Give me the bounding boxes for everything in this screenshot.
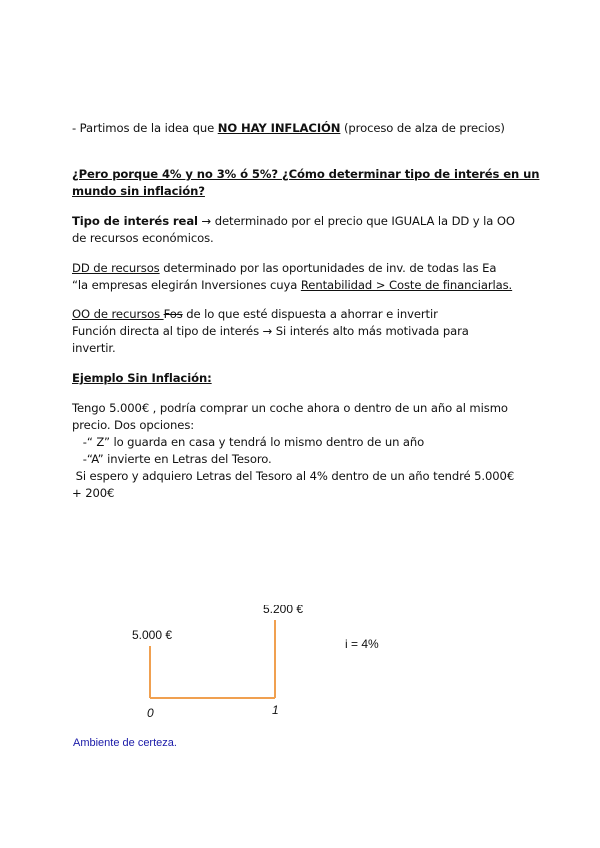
supply-term: OO de recursos: [72, 307, 164, 321]
end-amount-label: 5.200 €: [263, 605, 304, 614]
supply-line-2: Función directa al tipo de interés → Si interés alto más motivada para: [72, 324, 469, 338]
example-line: Tengo 5.000€ , podría comprar un coche ahora o dentro de un año al mismo: [72, 401, 508, 415]
example-line: -“A” invierte en Letras del Tesoro.: [72, 452, 272, 466]
supply-struck-word: Fos: [163, 307, 183, 321]
intro-prefix: - Partimos de la idea que: [72, 121, 218, 135]
profitability-emphasis: Rentabilidad > Coste de financiarlas.: [300, 278, 513, 292]
demand-line-2: “la empresas elegirán Inversiones cuya: [72, 278, 301, 292]
real-rate-term: Tipo de interés real: [72, 214, 198, 228]
intro-suffix: (proceso de alza de precios): [340, 121, 505, 135]
question-line-1: ¿Pero porque 4% y no 3% ó 5%? ¿Cómo determinar tipo de interés en un: [72, 167, 540, 181]
supply-line-3: invertir.: [72, 341, 116, 355]
example-line: precio. Dos opciones:: [72, 418, 195, 432]
real-rate-line-2: de recursos económicos.: [72, 231, 214, 245]
supply-line-1: de lo que esté dispuesta a ahorrar e invertir: [182, 307, 438, 321]
interest-rate-label: i = 4%: [345, 637, 379, 651]
diagram-caption: Ambiente de certeza.: [73, 737, 177, 749]
example-line: Si espero y adquiero Letras del Tesoro al 4% dentro de un año tendré 5.000€: [72, 469, 515, 483]
demand-line-1: determinado por las oportunidades de inv. de todas las Ea: [159, 261, 497, 275]
example-line: + 200€: [72, 486, 115, 500]
period-start-label: 0: [147, 706, 154, 720]
no-inflation-emphasis: NO HAY INFLACIÓN: [217, 121, 341, 135]
example-line: -“ Z” lo guarda en casa y tendrá lo mismo dentro de un año: [72, 435, 425, 449]
question-line-2: mundo sin inflación?: [72, 184, 205, 198]
period-end-label: 1: [272, 703, 279, 717]
demand-term: DD de recursos: [72, 261, 160, 275]
example-heading-text: Ejemplo Sin Inflación:: [72, 371, 212, 385]
start-amount-label: 5.000 €: [132, 628, 173, 642]
real-rate-line-1: → determinado por el precio que IGUALA la DD y la OO: [197, 214, 515, 228]
